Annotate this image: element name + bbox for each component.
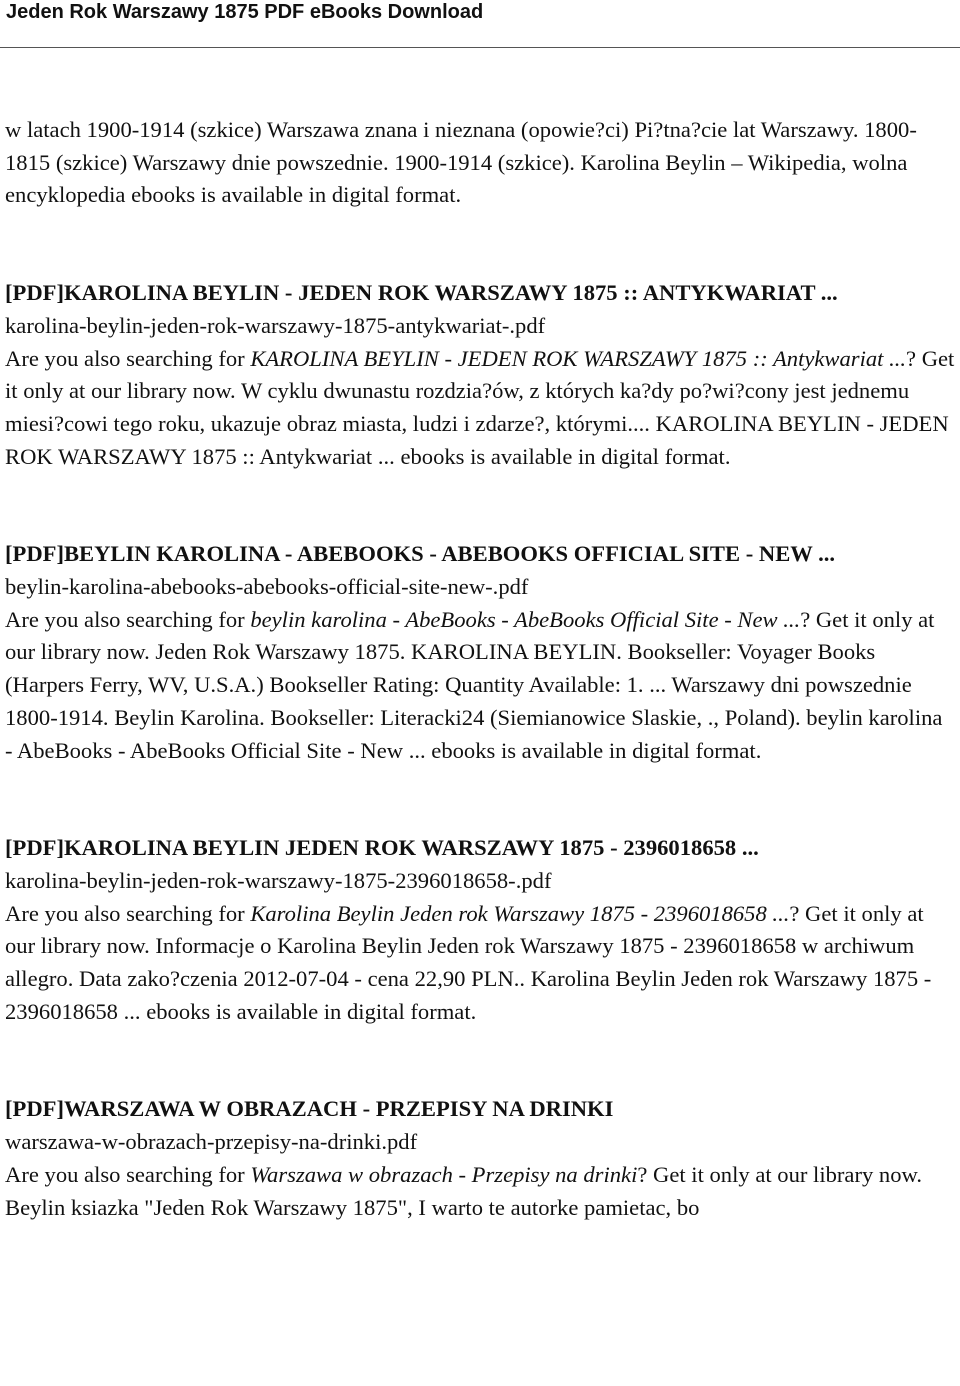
entry-rest: ? Get it only at our library now. Informacje o Karolina Beylin Jeden rok Warszawy 1875 - 2396018658 w archiwum allegro. Data zako?czenia 2012-07-04 - cena 22,90 PLN.. Karolina Beylin Jeden rok Warszawy 1875 - 2396018658 ... ebooks is available in digital format. (5, 900, 932, 1024)
entry-description (5, 1159, 955, 1224)
entry-filename: beylin-karolina-abebooks-abebooks-official-site-new-.pdf (5, 574, 529, 600)
page-title: Jeden Rok Warszawy 1875 PDF eBooks Download (6, 1, 484, 23)
entry-title[interactable]: [PDF]WARSZAWA W OBRAZACH - PRZEPISY NA DRINKI (5, 1096, 614, 1122)
entry-filename: warszawa-w-obrazach-przepisy-na-drinki.pdf (5, 1129, 418, 1155)
entry-filename: karolina-beylin-jeden-rok-warszawy-1875-antykwariat-.pdf (5, 312, 546, 338)
result-entry (5, 832, 955, 1028)
entry-rest: ? Get it only at our library now. Jeden Rok Warszawy 1875. KAROLINA BEYLIN. Bookseller: Voyager Books (Harpers Ferry, WV, U.S.A.) Bookseller Rating: Quantity Available: 1. ... Warszawy dni powszednie 1800-1914. Beylin Karolina. Bookseller: Literacki24 (Siemianowice Slaskie, ., Poland). beylin karolina - AbeBooks - AbeBooks Official Site - New ... ebooks is available in digital format. (5, 606, 943, 763)
entry-lead: Are you also searching for (5, 900, 251, 926)
entry-query: KAROLINA BEYLIN - JEDEN ROK WARSZAWY 1875 :: Antykwariat ... (250, 345, 907, 371)
header-divider (0, 47, 960, 48)
entry-rest: ? Get it only at our library now. Beylin ksiazka "Jeden Rok Warszawy 1875", I warto te autorke pamietac, bo (5, 1161, 923, 1220)
result-entry (5, 277, 955, 473)
entry-description (5, 343, 955, 474)
page-header (0, 0, 960, 48)
result-entry (5, 538, 955, 767)
entry-title[interactable]: [PDF]BEYLIN KAROLINA - ABEBOOKS - ABEBOOKS OFFICIAL SITE - NEW ... (5, 541, 836, 567)
intro-paragraph: w latach 1900-1914 (szkice) Warszawa znana i nieznana (opowie?ci) Pi?tna?cie lat Warszawy. 1800-1815 (szkice) Warszawy dnie powszednie. 1900-1914 (szkice). Karolina Beylin – Wikipedia, wolna encyklopedia ebooks is available in digital format. (5, 117, 917, 208)
entry-description (5, 898, 955, 1029)
result-entry (5, 1093, 955, 1224)
entry-lead: Are you also searching for (5, 1161, 251, 1187)
entry-lead: Are you also searching for (5, 345, 251, 371)
entry-description (5, 604, 955, 768)
entry-rest: ? Get it only at our library now. W cyklu dwunastu rozdzia?ów, z których ka?dy po?wi?cony jest jednemu miesi?cowi tego roku, ukazuje obraz miasta, ludzi i zdarze?, którymi.... KAROLINA BEYLIN - JEDEN ROK WARSZAWY 1875 :: Antykwariat ... ebooks is available in digital format. (5, 345, 955, 469)
entry-filename: karolina-beylin-jeden-rok-warszawy-1875-2396018658-.pdf (5, 867, 552, 893)
entry-title[interactable]: [PDF]KAROLINA BEYLIN JEDEN ROK WARSZAWY 1875 - 2396018658 ... (5, 835, 759, 861)
entry-title[interactable]: [PDF]KAROLINA BEYLIN - JEDEN ROK WARSZAWY 1875 :: ANTYKWARIAT ... (5, 280, 838, 306)
document-body (5, 114, 955, 1289)
entry-query: beylin karolina - AbeBooks - AbeBooks Official Site - New ... (250, 606, 801, 632)
entry-query: Warszawa w obrazach - Przepisy na drinki (250, 1161, 638, 1187)
entry-query: Karolina Beylin Jeden rok Warszawy 1875 - 2396018658 ... (250, 900, 790, 926)
entry-lead: Are you also searching for (5, 606, 251, 632)
